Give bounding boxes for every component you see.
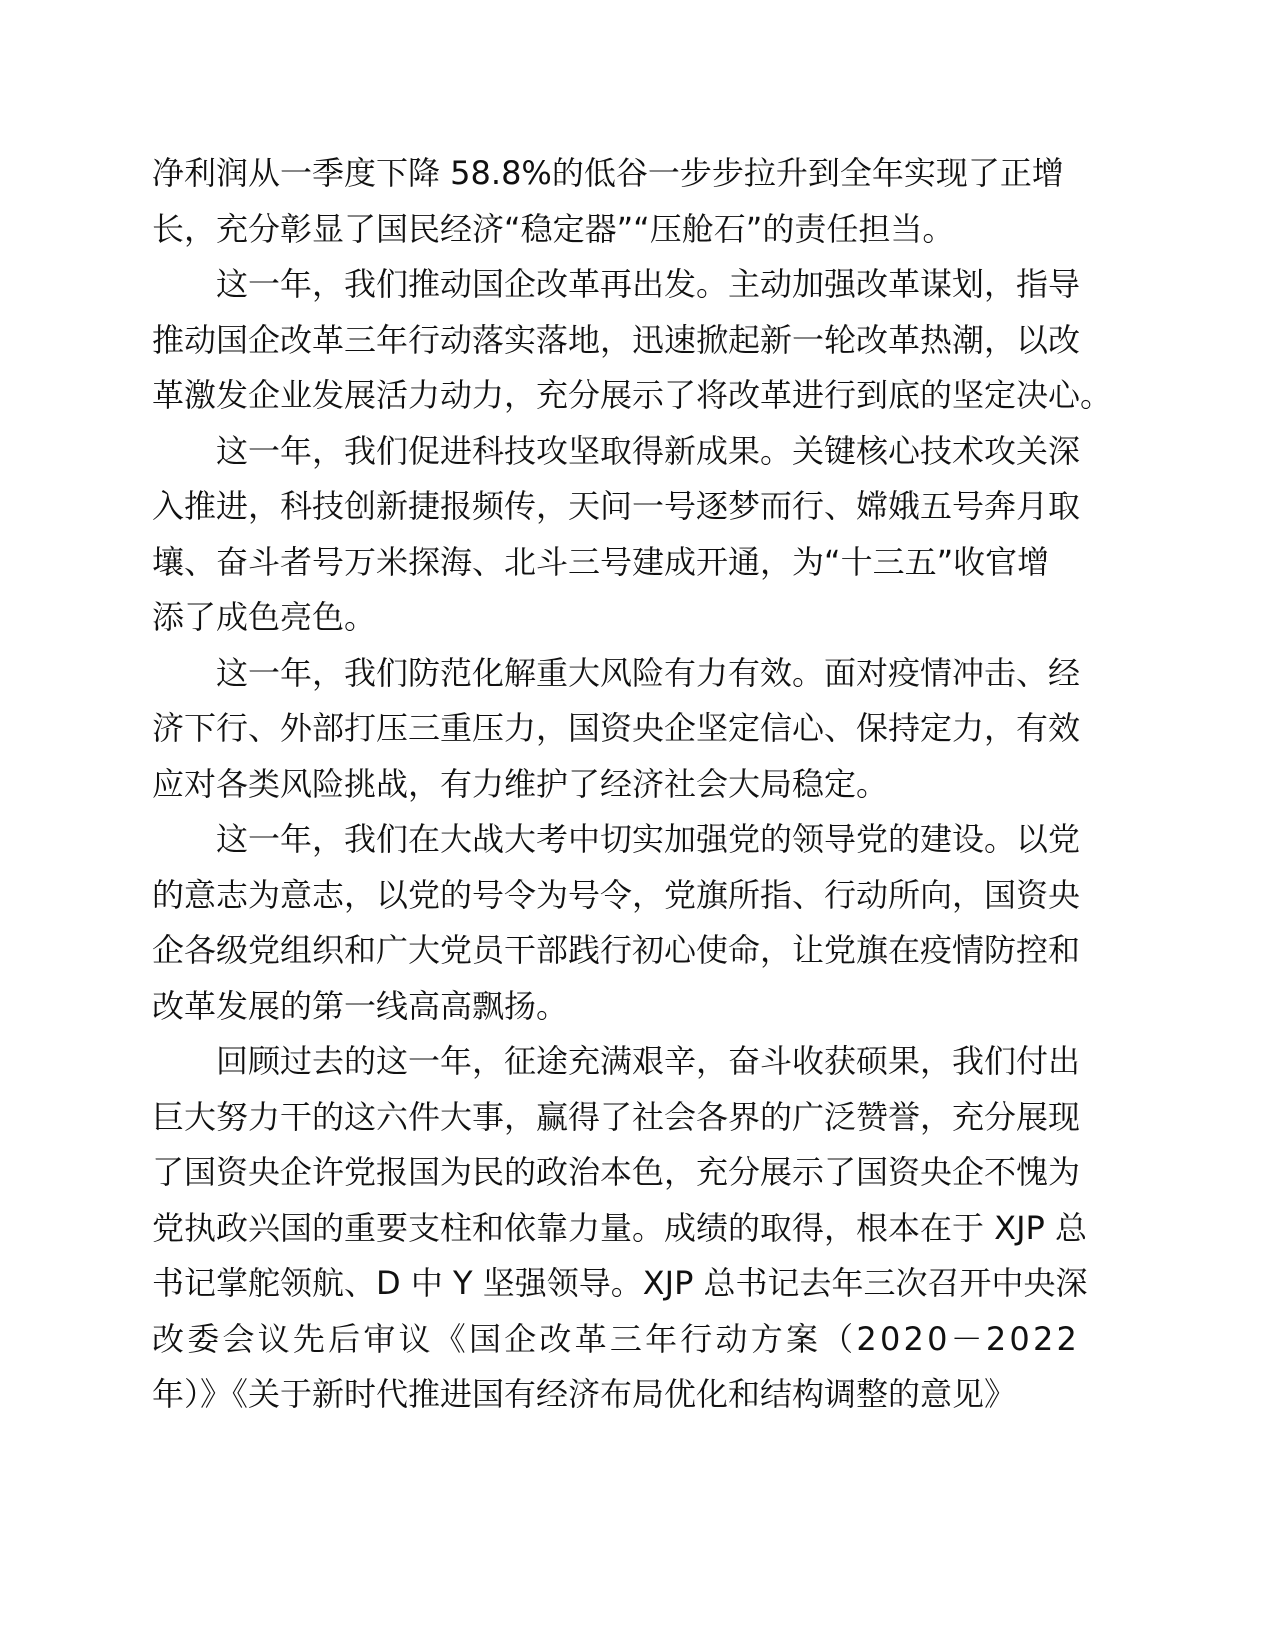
- text-line: 巨大努力干的这六件大事，赢得了社会各界的广泛赞誉，充分展现: [152, 1097, 1081, 1136]
- text-line: 党执政兴国的重要支柱和依靠力量。成绩的取得，根本在于 XJP 总: [152, 1208, 1088, 1247]
- text-line: 长，充分彰显了国民经济“稳定器”“压舱石”的责任担当。: [152, 209, 955, 248]
- text-line: 净利润从一季度下降 58.8%的低谷一步步拉升到全年实现了正增: [152, 154, 1064, 192]
- document-body: [152, 146, 1113, 1423]
- text-line: 的意志为意志，以党的号令为号令，党旗所指、行动所向，国资央: [152, 875, 1081, 914]
- text-line: 了国资央企许党报国为民的政治本色，充分展示了国资央企不愧为: [152, 1153, 1081, 1191]
- text-line: 改革发展的第一线高高飘扬。: [152, 986, 569, 1025]
- text-line: 入推进，科技创新捷报频传，天问一号逐梦而行、嫦娥五号奔月取: [152, 487, 1081, 525]
- text-line: 壤、奋斗者号万米探海、北斗三号建成开通，为“十三五”收官增: [152, 542, 1050, 581]
- text-line: 回顾过去的这一年，征途充满艰辛，奋斗收获硕果，我们付出: [216, 1042, 1081, 1080]
- text-line: 书记掌舵领航、D 中 Y 坚强领导。XJP 总书记去年三次召开中央深: [152, 1264, 1088, 1302]
- text-line: 这一年，我们推动国企改革再出发。主动加强改革谋划，指导: [216, 265, 1081, 303]
- text-line: 济下行、外部打压三重压力，国资央企坚定信心、保持定力，有效: [152, 709, 1081, 747]
- text-line: 推动国企改革三年行动落实落地，迅速掀起新一轮改革热潮，以改: [152, 320, 1081, 359]
- text-line: 添了成色亮色。: [152, 598, 377, 636]
- text-line: 应对各类风险挑战，有力维护了经济社会大局稳定。: [152, 764, 889, 803]
- text-line: 革激发企业发展活力动力，充分展示了将改革进行到底的坚定决心。: [152, 376, 1113, 414]
- text-line: 这一年，我们促进科技攻坚取得新成果。关键核心技术攻关深: [216, 431, 1081, 470]
- text-line: 这一年，我们在大战大考中切实加强党的领导党的建设。以党: [216, 820, 1081, 858]
- text-line: 这一年，我们防范化解重大风险有力有效。面对疫情冲击、经: [216, 653, 1081, 692]
- text-line: 年）》《关于新时代推进国有经济布局优化和结构调整的意见》: [152, 1375, 1017, 1413]
- text-line: 改 委 会 议 先 后 审 议 《 国 企 改 革 三 年 行 动 方 案 （ 2 0 2 0 － 2 0 2 2: [152, 1319, 1077, 1358]
- text-line: 企各级党组织和广大党员干部践行初心使命，让党旗在疫情防控和: [152, 931, 1081, 969]
